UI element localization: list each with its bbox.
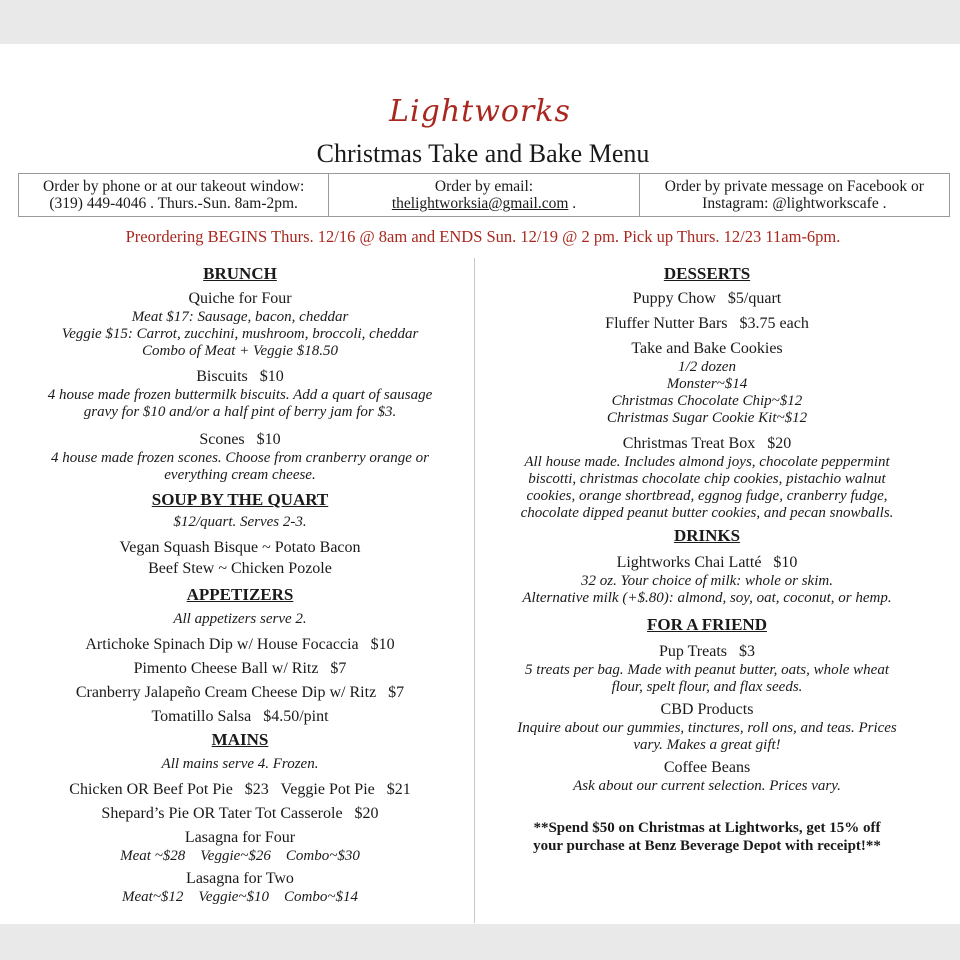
menu-item-quiche: Quiche for Four	[188, 290, 292, 307]
appetizer-item: Cranberry Jalapeño Cream Cheese Dip w/ Ritz $7	[75, 684, 405, 701]
menu-item-chai: Lightworks Chai Latté $10	[616, 554, 798, 571]
drinks-heading: DRINKS	[673, 526, 741, 545]
soup-note: $12/quart. Serves 2-3.	[173, 514, 307, 530]
left-column: BRUNCH Quiche for Four Meat $17: Sausage, bacon, cheddar Veggie $15: Carrot, zucchini, mushroom, broccoli, cheddar Combo of Meat + Veggie $18.50 Biscuits $10 4 house made frozen buttermilk biscuits. Add a quart of sausage gravy for $10 and/or a half pint of berry jam for $3. Scones $10 4 house made frozen scones. Choose from cranberry orange or everything cream cheese. SOUP BY THE QUART $12/quart. Serves 2-3. Vegan Squash Bisque ~ Potato Bacon Beef Stew ~ Chicken Pozole APPETIZERS All appetizers serve 2. Artichoke Spinach Dip w/ House Focaccia $10 Pimento Cheese Ball w/ Ritz $7 Cranberry Jalapeño Cream Cheese Dip w/ Ritz $7 Tomatillo Salsa $4.50/pint MAINS All mains serve 4. Frozen. Chicken OR Beef Pot Pie $23 Veggie Pot Pie $21 Shepard’s Pie OR Tater Tot Casserole $20 Lasagna for Four Meat ~$28 Veggie~$26 Combo~$30 Lasagna for Two Meat~$12 Veggie~$10 Combo~$14	[8, 264, 472, 906]
menu-item-coffee-beans: Coffee Beans	[663, 759, 751, 776]
menu-item-pup-treats: Pup Treats $3	[658, 643, 756, 660]
menu-item-puppy-chow: Puppy Chow $5/quart	[632, 290, 782, 307]
menu-item-scones: Scones $10	[199, 431, 281, 448]
order-by-social-cell: Order by private message on Facebook or Instagram: @lightworkscafe .	[639, 174, 949, 217]
main-item: Shepard’s Pie OR Tater Tot Casserole $20	[101, 805, 379, 822]
brunch-heading: BRUNCH	[203, 264, 277, 283]
promo-note: **Spend $50 on Christmas at Lightworks, get 15% off your purchase at Benz Beverage Depot with receipt!**	[533, 820, 881, 854]
menu-page	[0, 44, 960, 924]
menu-item-cookies: Take and Bake Cookies	[631, 340, 783, 357]
right-column: DESSERTS Puppy Chow $5/quart Fluffer Nutter Bars $3.75 each Take and Bake Cookies 1/2 dozen Monster~$14 Christmas Chocolate Chip~$12 Christmas Sugar Cookie Kit~$12 Christmas Treat Box $20 All house made. Includes almond joys, chocolate peppermint biscotti, christmas chocolate chip cookies, pistachio walnut cookies, orange shortbread, eggnog fudge, cranberry fudge, chocolate dipped peanut butter cookies, and pecan snowballs. DRINKS Lightworks Chai Latté $10 32 oz. Your choice of milk: whole or skim. Alternative milk (+$.80): almond, soy, oat, coconut, or hemp. FOR A FRIEND Pup Treats $3 5 treats per bag. Made with peanut butter, oats, whole wheat flour, spelt flour, and flax seeds. CBD Products Inquire about our gummies, tinctures, roll ons, and teas. Prices vary. Makes a great gift! Coffee Beans Ask about our current selection. Prices vary. **Spend $50 on Christmas at Lightworks, get 15% off your purchase at Benz Beverage Depot with receipt!**	[480, 264, 934, 855]
menu-item-lasagna-two: Lasagna for Two	[186, 870, 294, 887]
soup-item: Vegan Squash Bisque ~ Potato Bacon	[119, 539, 361, 556]
menu-item-treat-box: Christmas Treat Box $20	[622, 435, 792, 452]
appetizers-note: All appetizers serve 2.	[173, 611, 307, 627]
column-divider	[474, 258, 475, 923]
main-item: Chicken OR Beef Pot Pie $23 Veggie Pot Pie $21	[69, 781, 411, 798]
order-by-email-cell: Order by email: thelightworksia@gmail.com .	[329, 174, 639, 217]
menu-item-cbd: CBD Products	[660, 701, 754, 718]
soup-item: Beef Stew ~ Chicken Pozole	[148, 560, 332, 577]
mains-heading: MAINS	[211, 730, 269, 749]
page-title: Christmas Take and Bake Menu	[316, 139, 650, 168]
appetizer-item: Pimento Cheese Ball w/ Ritz $7	[133, 660, 347, 677]
menu-item-fluffer-nutter: Fluffer Nutter Bars $3.75 each	[605, 315, 809, 332]
for-a-friend-heading: FOR A FRIEND	[647, 615, 767, 634]
menu-item-biscuits: Biscuits $10	[196, 368, 284, 385]
email-link[interactable]: thelightworksia@gmail.com	[391, 195, 569, 212]
preorder-notice: Preordering BEGINS Thurs. 12/16 @ 8am and ENDS Sun. 12/19 @ 2 pm. Pick up Thurs. 12/23 11am-6pm.	[125, 227, 841, 246]
order-options-table	[18, 173, 950, 217]
soup-heading: SOUP BY THE QUART	[151, 490, 329, 509]
menu-item-lasagna-four: Lasagna for Four	[184, 829, 296, 846]
appetizer-item: Artichoke Spinach Dip w/ House Focaccia $10	[85, 636, 395, 653]
appetizers-heading: APPETIZERS	[186, 585, 294, 604]
mains-note: All mains serve 4. Frozen.	[161, 756, 319, 772]
lightworks-logo: Lightworks	[389, 94, 571, 129]
order-by-phone-cell: Order by phone or at our takeout window: (319) 449-4046 . Thurs.-Sun. 8am-2pm.	[19, 174, 329, 217]
desserts-heading: DESSERTS	[663, 264, 751, 283]
appetizer-item: Tomatillo Salsa $4.50/pint	[151, 708, 329, 725]
